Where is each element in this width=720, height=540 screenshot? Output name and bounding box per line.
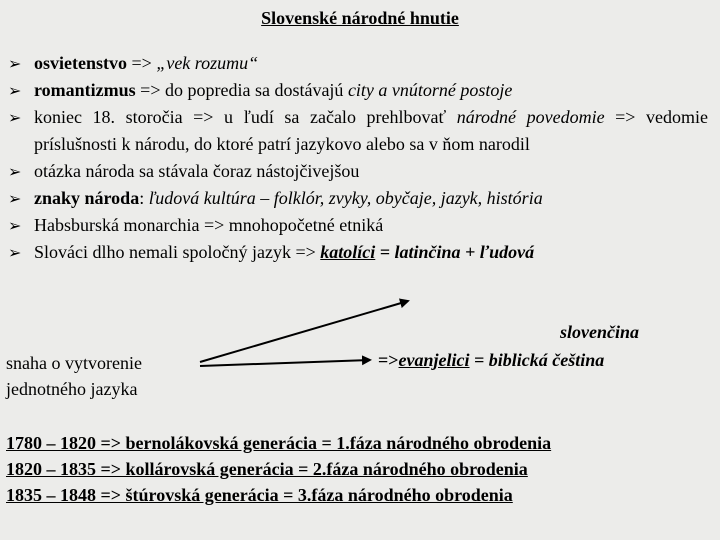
arrow-to-catholics [200, 301, 408, 362]
item-emphasis: katolíci [320, 242, 376, 262]
item-term: romantizmus [34, 80, 136, 100]
item-text: Habsburská monarchia => mnohopočetné etniká [34, 215, 384, 235]
item-term: osvietenstvo [34, 53, 127, 73]
evangelical-term: evanjelici [398, 350, 470, 370]
generation-line: 1835 – 1848 => štúrovská generácia = 3.fáza národného obrodenia [6, 485, 513, 505]
item-text: otázka národa sa stávala čoraz nástojčivejšou [34, 161, 360, 181]
item-text: => do popredia sa dostávajú [135, 80, 348, 100]
arrowhead-bullet-icon: ➢ [8, 243, 22, 262]
arrowhead-bullet-icon: ➢ [8, 162, 22, 181]
arrowhead-bullet-icon: ➢ [8, 81, 22, 100]
language-label: slovenčina [560, 322, 639, 342]
page-title: Slovenské národné hnutie [261, 8, 459, 28]
item-emphasis: „vek rozumu“ [156, 53, 259, 73]
generation-line: 1820 – 1835 => kollárovská generácia = 2.fáza národného obrodenia [6, 459, 528, 479]
arrow-prefix: => [378, 350, 399, 370]
arrow-to-evangelicals [200, 360, 370, 366]
item-emphasis: ľudová kultúra – folklór, zvyky, obyčaje, jazyk, história [148, 188, 543, 208]
item-term: znaky národa [34, 188, 140, 208]
item-text: => [127, 53, 157, 73]
item-emphasis: city a vnútorné postoje [347, 80, 513, 100]
generation-line: 1780 – 1820 => bernolákovská generácia = 1.fáza národného obrodenia [6, 433, 552, 453]
item-text: koniec 18. storočia => u ľudí sa začalo prehlbovať [34, 107, 457, 127]
arrowhead-bullet-icon: ➢ [8, 108, 22, 127]
item-text: : [139, 188, 149, 208]
generations-list [6, 430, 551, 508]
item-emphasis: = latinčina + ľudová [375, 242, 535, 262]
note-text: snaha o vytvorenie jednotného jazyka [6, 353, 142, 399]
evangelical-text: = biblická čeština [469, 350, 605, 370]
item-text: Slováci dlho nemali spoločný jazyk => [34, 242, 321, 262]
arrowhead-bullet-icon: ➢ [8, 189, 22, 208]
arrowhead-bullet-icon: ➢ [8, 216, 22, 235]
item-emphasis: národné povedomie [456, 107, 605, 127]
item-text: => vedomie príslušnosti k národu, do ktoré patrí jazykovo alebo sa v ňom narodil [34, 107, 708, 154]
arrowhead-bullet-icon: ➢ [8, 54, 22, 73]
